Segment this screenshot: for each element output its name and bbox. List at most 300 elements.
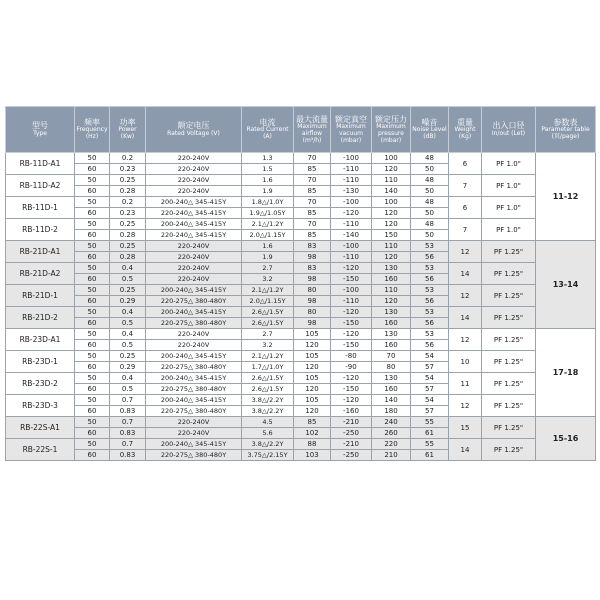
frequency-cell: 50 [75,307,110,318]
frequency-cell: 50 [75,241,110,252]
airflow-cell: 98 [294,296,331,307]
noise-cell: 50 [411,208,449,219]
voltage-cell: 220-240△ 345-415Y [146,230,242,241]
pressure-cell: 120 [372,219,411,230]
vacuum-cell: -150 [331,384,372,395]
airflow-cell: 105 [294,395,331,406]
current-cell: 1.6 [242,241,294,252]
weight-cell: 12 [449,241,482,263]
pressure-cell: 110 [372,241,411,252]
header-label-en: Type [33,129,47,137]
frequency-cell: 60 [75,164,110,175]
frequency-cell: 50 [75,153,110,164]
pressure-cell: 240 [372,417,411,428]
power-cell: 0.83 [110,428,146,439]
vacuum-cell: -100 [331,153,372,164]
noise-cell: 57 [411,384,449,395]
header-row [6,107,596,153]
voltage-cell: 220-240V [146,252,242,263]
current-cell: 2.7 [242,329,294,340]
vacuum-cell: -120 [331,263,372,274]
header-label-zh: 最大流量 [296,114,328,124]
noise-cell: 56 [411,340,449,351]
airflow-cell: 120 [294,362,331,373]
power-cell: 0.28 [110,186,146,197]
table-row [6,439,596,450]
vacuum-cell: -150 [331,318,372,329]
port-cell: PF 1.25" [482,307,536,329]
weight-cell: 14 [449,263,482,285]
power-cell: 0.25 [110,241,146,252]
power-cell: 0.5 [110,384,146,395]
airflow-cell: 103 [294,450,331,461]
voltage-cell: 220-240V [146,428,242,439]
pressure-cell: 100 [372,197,411,208]
airflow-cell: 120 [294,406,331,417]
vacuum-cell: -120 [331,329,372,340]
header-rated-current [242,107,294,153]
pressure-cell: 110 [372,175,411,186]
noise-cell: 48 [411,197,449,208]
parameter-page-cell: 13-14 [536,241,596,329]
frequency-cell: 60 [75,274,110,285]
vacuum-cell: -210 [331,417,372,428]
vacuum-cell: -210 [331,439,372,450]
power-cell: 0.28 [110,252,146,263]
model-type-cell: RB-23D-3 [6,395,75,417]
pressure-cell: 120 [372,164,411,175]
model-group [6,329,596,417]
noise-cell: 56 [411,252,449,263]
weight-cell: 7 [449,175,482,197]
port-cell: PF 1.25" [482,395,536,417]
voltage-cell: 220-240V [146,164,242,175]
voltage-cell: 220-275△ 380-480Y [146,318,242,329]
port-cell: PF 1.25" [482,263,536,285]
voltage-cell: 220-240V [146,417,242,428]
current-cell: 1.5 [242,164,294,175]
vacuum-cell: -150 [331,340,372,351]
current-cell: 2.1△/1.2Y [242,351,294,362]
header-label-en: In/out (Let) [491,129,526,137]
noise-cell: 48 [411,153,449,164]
current-cell: 2.6△/1.5Y [242,384,294,395]
pressure-cell: 120 [372,208,411,219]
voltage-cell: 200-240△ 345-415Y [146,395,242,406]
frequency-cell: 50 [75,329,110,340]
power-cell: 0.4 [110,263,146,274]
current-cell: 2.6△/1.5Y [242,307,294,318]
header-label-en: Weight (Kg) [454,126,476,141]
frequency-cell: 50 [75,175,110,186]
frequency-cell: 60 [75,252,110,263]
noise-cell: 50 [411,164,449,175]
airflow-cell: 98 [294,318,331,329]
airflow-cell: 98 [294,252,331,263]
model-type-cell: RB-11D-2 [6,219,75,241]
vacuum-cell: -100 [331,241,372,252]
current-cell: 1.8△/1.0Y [242,197,294,208]
voltage-cell: 220-240V [146,263,242,274]
power-cell: 0.83 [110,406,146,417]
port-cell: PF 1.25" [482,373,536,395]
header-label-zh: 频率 [84,118,100,128]
voltage-cell: 220-240V [146,186,242,197]
vacuum-cell: -110 [331,296,372,307]
voltage-cell: 220-275△ 380-480Y [146,296,242,307]
noise-cell: 61 [411,450,449,461]
table-row [6,417,596,428]
frequency-cell: 50 [75,395,110,406]
pressure-cell: 180 [372,406,411,417]
port-cell: PF 1.25" [482,285,536,307]
airflow-cell: 70 [294,175,331,186]
power-cell: 0.23 [110,164,146,175]
port-cell: PF 1.25" [482,351,536,373]
header-parameter-table [536,107,596,153]
airflow-cell: 85 [294,417,331,428]
table-row [6,153,596,164]
power-cell: 0.7 [110,417,146,428]
header-label-en: Power (Kw) [118,126,137,141]
frequency-cell: 60 [75,230,110,241]
vacuum-cell: -100 [331,285,372,296]
port-cell: PF 1.0" [482,153,536,175]
model-type-cell: RB-11D-A2 [6,175,75,197]
vacuum-cell: -110 [331,164,372,175]
noise-cell: 54 [411,351,449,362]
current-cell: 2.6△/1.5Y [242,318,294,329]
model-type-cell: RB-23D-A1 [6,329,75,351]
current-cell: 2.7 [242,263,294,274]
pressure-cell: 130 [372,263,411,274]
model-type-cell: RB-21D-A1 [6,241,75,263]
power-cell: 0.2 [110,153,146,164]
header-weight [449,107,482,153]
header-label-en: Maximum pressure (mbar) [376,122,406,144]
header-label-en: Maximum vacuum (mbar) [336,122,366,144]
airflow-cell: 120 [294,384,331,395]
frequency-cell: 50 [75,417,110,428]
frequency-cell: 60 [75,450,110,461]
power-cell: 0.5 [110,340,146,351]
pressure-cell: 70 [372,351,411,362]
table-row [6,395,596,406]
table-row [6,373,596,384]
noise-cell: 57 [411,362,449,373]
header-rated-voltage [146,107,242,153]
pressure-cell: 150 [372,230,411,241]
noise-cell: 53 [411,241,449,252]
port-cell: PF 1.25" [482,417,536,439]
current-cell: 1.9 [242,186,294,197]
header-label-en: Noise Level (dB) [412,126,447,141]
noise-cell: 53 [411,329,449,340]
model-type-cell: RB-21D-A2 [6,263,75,285]
voltage-cell: 220-240V [146,241,242,252]
current-cell: 3.2 [242,340,294,351]
noise-cell: 54 [411,395,449,406]
header-label-zh: 参数表 [553,118,578,128]
header-label-zh: 噪音 [421,118,438,128]
weight-cell: 14 [449,439,482,461]
frequency-cell: 60 [75,428,110,439]
pressure-cell: 140 [372,186,411,197]
frequency-cell: 60 [75,406,110,417]
model-group [6,153,596,241]
vacuum-cell: -80 [331,351,372,362]
model-group [6,241,596,329]
weight-cell: 15 [449,417,482,439]
header-label-en: Maximum airflow (m³/h) [297,122,327,144]
airflow-cell: 83 [294,241,331,252]
airflow-cell: 70 [294,219,331,230]
power-cell: 0.28 [110,230,146,241]
voltage-cell: 220-275△ 380-480Y [146,450,242,461]
power-cell: 0.7 [110,395,146,406]
frequency-cell: 60 [75,362,110,373]
voltage-cell: 200-240△ 345-415Y [146,439,242,450]
header-frequency [75,107,110,153]
pressure-cell: 130 [372,373,411,384]
vacuum-cell: -150 [331,274,372,285]
frequency-cell: 60 [75,340,110,351]
port-cell: PF 1.25" [482,439,536,461]
current-cell: 1.9△/1.05Y [242,208,294,219]
model-type-cell: RB-22S-A1 [6,417,75,439]
airflow-cell: 70 [294,153,331,164]
header-inlet-outlet [482,107,536,153]
vacuum-cell: -90 [331,362,372,373]
pressure-cell: 160 [372,318,411,329]
power-cell: 0.25 [110,219,146,230]
model-type-cell: RB-23D-1 [6,351,75,373]
airflow-cell: 70 [294,197,331,208]
current-cell: 2.1△/1.2Y [242,219,294,230]
port-cell: PF 1.25" [482,329,536,351]
vacuum-cell: -100 [331,197,372,208]
current-cell: 2.1△/1.2Y [242,285,294,296]
airflow-cell: 85 [294,208,331,219]
model-type-cell: RB-21D-2 [6,307,75,329]
noise-cell: 57 [411,406,449,417]
header-power [110,107,146,153]
vacuum-cell: -110 [331,219,372,230]
header-noise-level [411,107,449,153]
noise-cell: 55 [411,439,449,450]
weight-cell: 11 [449,373,482,395]
noise-cell: 55 [411,417,449,428]
table-row [6,329,596,340]
port-cell: PF 1.0" [482,219,536,241]
model-type-cell: RB-21D-1 [6,285,75,307]
frequency-cell: 50 [75,351,110,362]
airflow-cell: 88 [294,439,331,450]
pressure-cell: 120 [372,252,411,263]
vacuum-cell: -120 [331,307,372,318]
parameter-page-cell: 15-16 [536,417,596,461]
header-max-vacuum [331,107,372,153]
header-label-zh: 功率 [119,118,136,128]
noise-cell: 50 [411,186,449,197]
pressure-cell: 260 [372,428,411,439]
power-cell: 0.2 [110,197,146,208]
pressure-cell: 160 [372,384,411,395]
voltage-cell: 220-240V [146,274,242,285]
noise-cell: 48 [411,219,449,230]
noise-cell: 56 [411,296,449,307]
voltage-cell: 220-240△ 345-415Y [146,208,242,219]
airflow-cell: 85 [294,186,331,197]
frequency-cell: 50 [75,219,110,230]
power-cell: 0.4 [110,307,146,318]
header-label-en: Parameter table (页/page) [541,126,590,141]
noise-cell: 54 [411,373,449,384]
current-cell: 5.6 [242,428,294,439]
voltage-cell: 200-240△ 345-415Y [146,307,242,318]
vacuum-cell: -120 [331,395,372,406]
header-label-zh: 型号 [32,121,48,131]
header-label-zh: 额定压力 [375,114,407,124]
pressure-cell: 160 [372,340,411,351]
power-cell: 0.25 [110,175,146,186]
frequency-cell: 60 [75,296,110,307]
current-cell: 1.6 [242,175,294,186]
airflow-cell: 80 [294,285,331,296]
header-label-zh: 出入口径 [492,121,525,131]
pressure-cell: 210 [372,450,411,461]
table-row [6,197,596,208]
airflow-cell: 80 [294,307,331,318]
vacuum-cell: -120 [331,373,372,384]
voltage-cell: 220-240V [146,340,242,351]
header-label-zh: 额定真空 [335,114,367,124]
model-type-cell: RB-11D-A1 [6,153,75,175]
parameter-page-cell: 17-18 [536,329,596,417]
power-cell: 0.4 [110,329,146,340]
pressure-cell: 130 [372,307,411,318]
port-cell: PF 1.25" [482,241,536,263]
current-cell: 3.75△/2.15Y [242,450,294,461]
current-cell: 2.0△/1.15Y [242,230,294,241]
frequency-cell: 50 [75,197,110,208]
noise-cell: 61 [411,428,449,439]
header-type [6,107,75,153]
weight-cell: 10 [449,351,482,373]
voltage-cell: 200-240△ 345-415Y [146,197,242,208]
current-cell: 4.5 [242,417,294,428]
airflow-cell: 105 [294,351,331,362]
power-cell: 0.7 [110,439,146,450]
voltage-cell: 200-240△ 345-415Y [146,373,242,384]
voltage-cell: 220-275△ 380-480Y [146,384,242,395]
parameter-page-cell: 11-12 [536,153,596,241]
airflow-cell: 102 [294,428,331,439]
current-cell: 3.8△/2.2Y [242,395,294,406]
header-label-en: Frequency (Hz) [76,126,108,141]
spec-table [5,106,596,461]
power-cell: 0.29 [110,296,146,307]
table-row [6,263,596,274]
frequency-cell: 50 [75,439,110,450]
power-cell: 0.4 [110,373,146,384]
current-cell: 1.7△/1.0Y [242,362,294,373]
current-cell: 2.6△/1.5Y [242,373,294,384]
header-label-en: Rated Voltage (V) [167,129,220,137]
vacuum-cell: -250 [331,450,372,461]
table-row [6,285,596,296]
pressure-cell: 100 [372,153,411,164]
current-cell: 1.3 [242,153,294,164]
model-group [6,417,596,461]
weight-cell: 6 [449,153,482,175]
frequency-cell: 50 [75,373,110,384]
vacuum-cell: -120 [331,208,372,219]
header-label-en: Rated Current (A) [246,126,289,141]
vacuum-cell: -130 [331,186,372,197]
current-cell: 1.9 [242,252,294,263]
table-row [6,351,596,362]
model-type-cell: RB-11D-1 [6,197,75,219]
pressure-cell: 220 [372,439,411,450]
voltage-cell: 200-240△ 345-415Y [146,219,242,230]
power-cell: 0.29 [110,362,146,373]
airflow-cell: 85 [294,164,331,175]
port-cell: PF 1.0" [482,197,536,219]
table-row [6,241,596,252]
airflow-cell: 83 [294,263,331,274]
pressure-cell: 160 [372,274,411,285]
header-max-airflow [294,107,331,153]
vacuum-cell: -160 [331,406,372,417]
voltage-cell: 200-240△ 345-415Y [146,285,242,296]
header-label-zh: 额定电压 [177,121,210,131]
voltage-cell: 200-240△ 345-415Y [146,351,242,362]
header-label-zh: 电流 [259,118,276,128]
noise-cell: 56 [411,318,449,329]
weight-cell: 12 [449,285,482,307]
pressure-cell: 140 [372,395,411,406]
airflow-cell: 120 [294,340,331,351]
voltage-cell: 220-275△ 380-480Y [146,406,242,417]
vacuum-cell: -140 [331,230,372,241]
current-cell: 3.8△/2.2Y [242,406,294,417]
airflow-cell: 85 [294,230,331,241]
vacuum-cell: -250 [331,428,372,439]
weight-cell: 6 [449,197,482,219]
frequency-cell: 60 [75,186,110,197]
model-type-cell: RB-22S-1 [6,439,75,461]
frequency-cell: 60 [75,208,110,219]
vacuum-cell: -110 [331,252,372,263]
noise-cell: 53 [411,263,449,274]
weight-cell: 12 [449,395,482,417]
vacuum-cell: -110 [331,175,372,186]
pressure-cell: 80 [372,362,411,373]
frequency-cell: 60 [75,384,110,395]
power-cell: 0.25 [110,285,146,296]
frequency-cell: 60 [75,318,110,329]
frequency-cell: 50 [75,285,110,296]
power-cell: 0.5 [110,318,146,329]
current-cell: 3.2 [242,274,294,285]
header-label-zh: 重量 [457,118,473,128]
weight-cell: 7 [449,219,482,241]
weight-cell: 14 [449,307,482,329]
model-type-cell: RB-23D-2 [6,373,75,395]
power-cell: 0.83 [110,450,146,461]
noise-cell: 48 [411,175,449,186]
